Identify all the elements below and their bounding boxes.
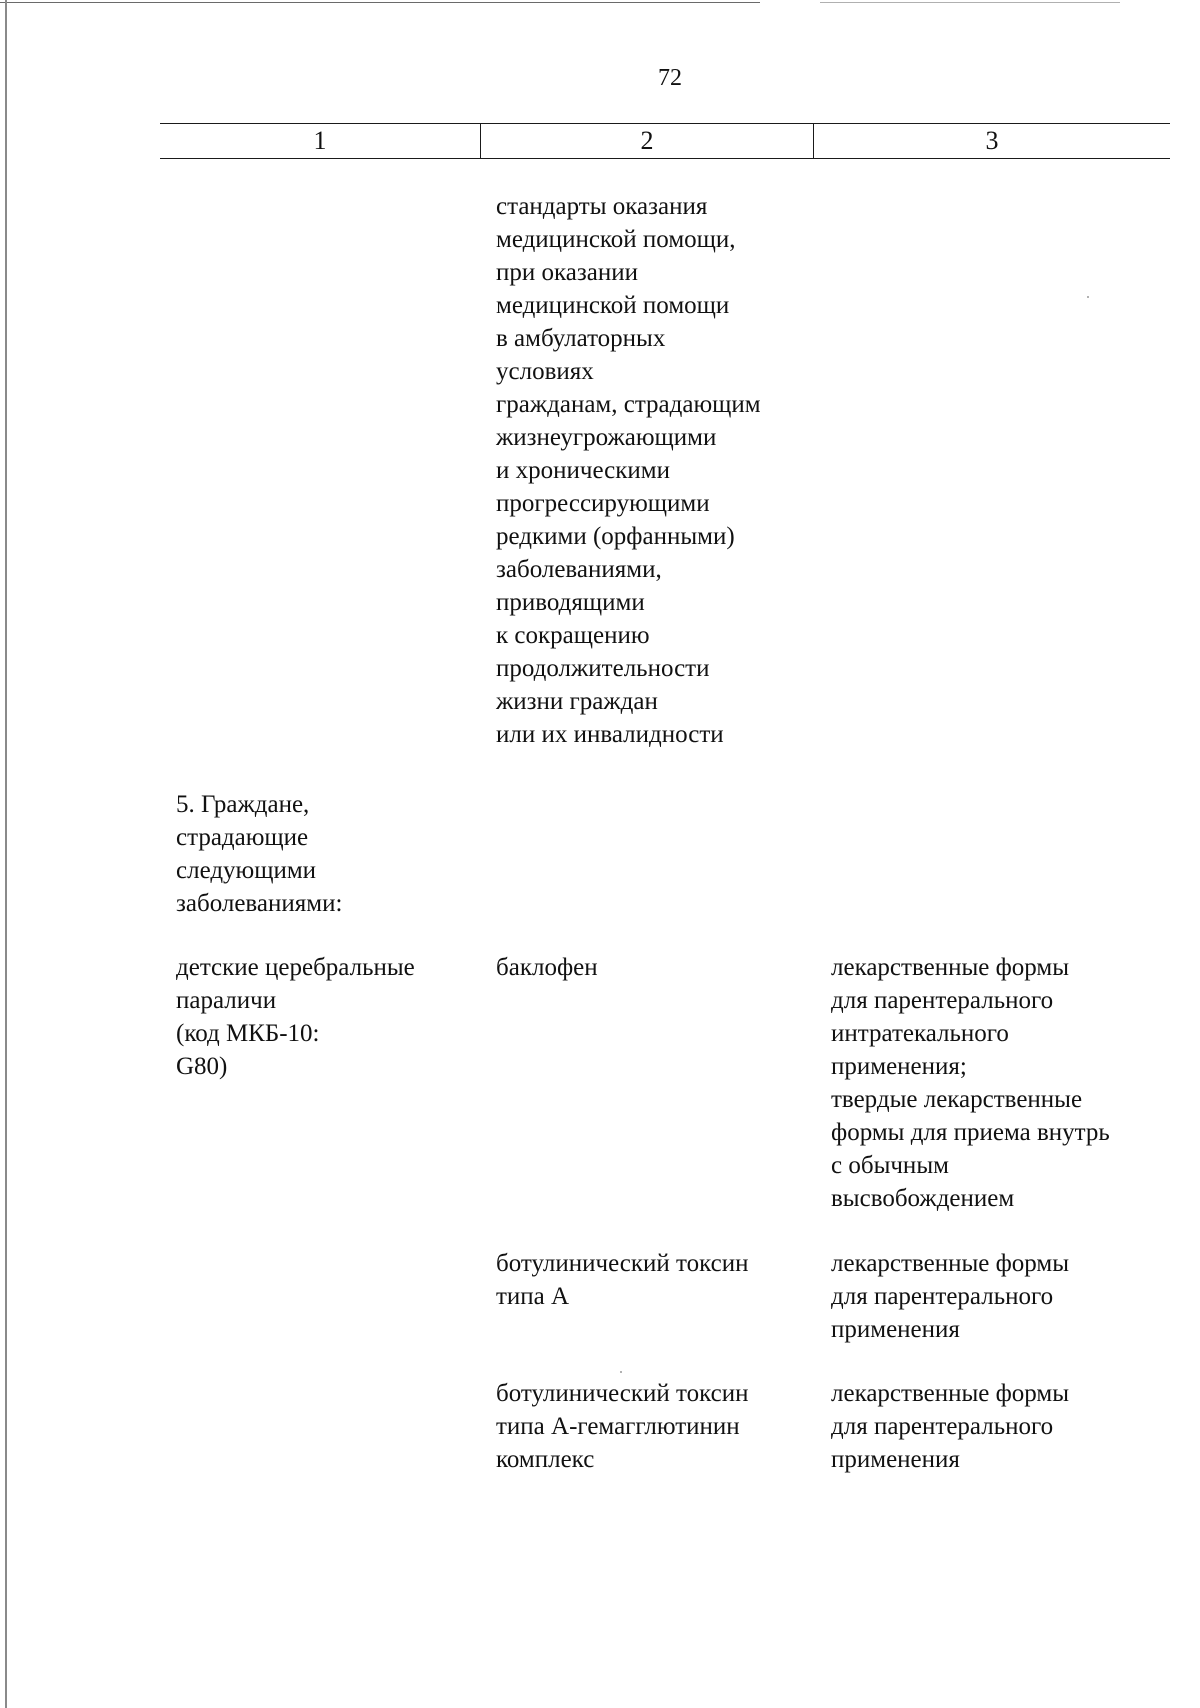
text-line: или их инвалидности (496, 721, 724, 748)
text-line: заболеваниями, (496, 556, 662, 583)
text-line: приводящими (496, 589, 645, 616)
text-line: редкими (орфанными) (496, 523, 735, 550)
table-header-col-3: 3 (985, 126, 999, 155)
text-line: ботулинический токсин (496, 1250, 749, 1277)
row-1-dosage-form (831, 951, 1110, 1215)
text-line: заболеваниями: (176, 890, 343, 917)
table-header-col-2: 2 (640, 126, 654, 155)
text-line: лекарственные формы (831, 1250, 1070, 1277)
page-number: 72 (658, 65, 682, 91)
scan-speck (620, 1371, 622, 1373)
row-2-dosage-form (831, 1247, 1069, 1346)
text-line: баклофен (496, 954, 598, 981)
text-line: 5. Граждане, (176, 791, 310, 818)
text-line: детские церебральные (176, 954, 415, 981)
text-line: параличи (176, 987, 277, 1014)
text-line: типа А (496, 1283, 570, 1310)
row-3-drug (496, 1377, 749, 1476)
text-line: для парентерального (831, 1413, 1054, 1440)
text-line: твердые лекарственные (831, 1086, 1083, 1113)
text-line: (код МКБ-10: (176, 1020, 320, 1047)
text-line: применения (831, 1316, 960, 1343)
text-line: при оказании (496, 259, 638, 286)
row-3-dosage-form (831, 1377, 1069, 1476)
text-line: и хроническими (496, 457, 670, 484)
text-line: продолжительности (496, 655, 710, 682)
text-line: лекарственные формы (831, 1380, 1070, 1407)
text-line: G80) (176, 1053, 228, 1080)
text-line: лекарственные формы (831, 954, 1070, 981)
text-line: жизнеугрожающими (496, 424, 717, 451)
table-header-col-1: 1 (313, 126, 327, 155)
text-line: для парентерального (831, 1283, 1054, 1310)
text-line: применения (831, 1446, 960, 1473)
text-line: стандарты оказания (496, 193, 708, 220)
continuation-drug-text (496, 190, 761, 751)
text-line: высвобождением (831, 1185, 1015, 1212)
text-line: типа А-гемагглютинин (496, 1413, 740, 1440)
table-header-bottom-rule (160, 158, 1170, 159)
section-heading (176, 788, 342, 920)
row-1-drug (496, 951, 598, 984)
text-line: интратекального (831, 1020, 1009, 1047)
text-line: комплекс (496, 1446, 595, 1473)
text-line: следующими (176, 857, 317, 884)
scan-top-edge-faint (820, 2, 1120, 3)
text-line: условиях (496, 358, 594, 385)
row-2-drug (496, 1247, 749, 1313)
scan-top-edge (0, 2, 760, 3)
text-line: применения; (831, 1053, 967, 1080)
text-line: медицинской помощи, (496, 226, 736, 253)
text-line: для парентерального (831, 987, 1054, 1014)
text-line: с обычным (831, 1152, 949, 1179)
text-line: гражданам, страдающим (496, 391, 761, 418)
scan-left-edge (5, 0, 7, 1708)
text-line: к сокращению (496, 622, 650, 649)
table-header-top-rule (160, 123, 1170, 124)
text-line: медицинской помощи (496, 292, 730, 319)
text-line: формы для приема внутрь (831, 1119, 1110, 1146)
text-line: прогрессирующими (496, 490, 710, 517)
text-line: ботулинический токсин (496, 1380, 749, 1407)
scan-speck (1087, 296, 1089, 298)
text-line: жизни граждан (496, 688, 658, 715)
text-line: страдающие (176, 824, 309, 851)
row-1-condition (176, 951, 415, 1083)
text-line: в амбулаторных (496, 325, 666, 352)
